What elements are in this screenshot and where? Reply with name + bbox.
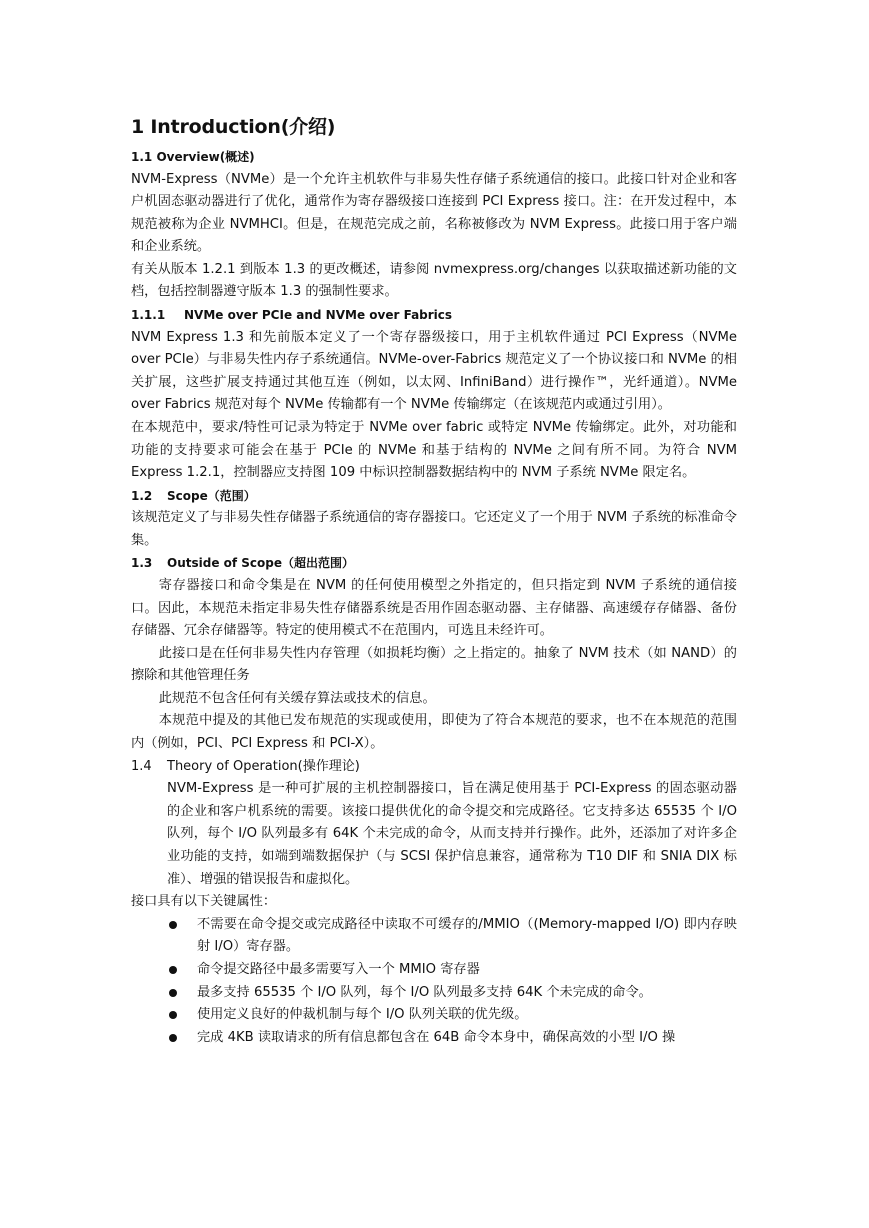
attribute-list: [131, 914, 737, 1050]
section-title: Overview(概述): [156, 150, 255, 164]
section-number: 1.3: [131, 556, 153, 571]
bullet-icon: [169, 966, 177, 974]
section-heading-1-2: [131, 485, 737, 508]
chapter-heading: 1 Introduction(介绍): [131, 116, 336, 138]
paragraph-outside-scope-2: 此接口是在任何非易失性内存管理（如损耗均衡）之上指定的。抽象了 NVM 技术（如 NAND）的擦除和其他管理任务: [131, 645, 737, 684]
list-item-text: 命令提交路径中最多需要写入一个 MMIO 寄存器: [197, 961, 480, 977]
section-heading-1-4: [131, 756, 737, 779]
paragraph-outside-scope-4: 本规范中提及的其他已发布规范的实现或使用，即使为了符合本规范的要求，也不在本规范的范围内（例如，PCI、PCI Express 和 PCI-X）。: [131, 713, 737, 752]
section-heading-1-1: [131, 146, 737, 169]
list-item: [131, 959, 737, 982]
list-item: [131, 982, 737, 1005]
paragraph-theory: NVM-Express 是一种可扩展的主机控制器接口，旨在满足使用基于 PCI-Express 的固态驱动器的企业和客户机系统的需要。该接口提供优化的命令提交和完成路径。它支持多达 65535 个 I/O 队列，每个 I/O 队列最多有 64K 个未完成的命令，从而支持并行操作。此外，还添加了对许多企业功能的支持，如端到端数据保护（与 SCSI 保护信息兼容，通常称为 T10 DIF 和 SNIA DIX 标准）、增强的错误报告和虚拟化。: [167, 781, 737, 887]
paragraph-outside-scope-1: 寄存器接口和命令集是在 NVM 的任何使用模型之外指定的，但只指定到 NVM 子系统的通信接口。因此，本规范未指定非易失性存储器系统是否用作固态驱动器、主存储器、高速缓存存储器、备份存储器、冗余存储器等。特定的使用模式不在范围内，可选且未经许可。: [131, 577, 737, 639]
bullet-icon: [169, 921, 177, 929]
list-item: [131, 914, 737, 959]
paragraph-changes: 有关从版本 1.2.1 到版本 1.3 的更改概述，请参阅 nvmexpress.org/changes 以获取描述新功能的文档，包括控制器遵守版本 1.3 的强制性要求。: [131, 261, 737, 300]
paragraph-key-attributes: 接口具有以下关键属性：: [131, 894, 277, 910]
section-number: 1.2: [131, 488, 153, 503]
section-title: NVMe over PCIe and NVMe over Fabrics: [184, 308, 453, 323]
paragraph-nvme-over-fabrics: NVM Express 1.3 和先前版本定义了一个寄存器级接口，用于主机软件通过 PCI Express（NVMe over PCIe）与非易失性内存子系统通信。NVMe-over-Fabrics 规范定义了一个协议接口和 NVMe 的相关扩展，这些扩展支持通过其他互连（例如，以太网、InfiniBand）进行操作™，光纤通道）。NVMe over Fabrics 规范对每个 NVMe 传输都有一个 NVMe 传输绑定（在该规范内或通过引用）。: [131, 329, 737, 413]
bullet-icon: [169, 1034, 177, 1042]
list-item-text: 最多支持 65535 个 I/O 队列，每个 I/O 队列最多支持 64K 个未完成的命令。: [197, 984, 652, 1000]
document-page: [131, 112, 737, 1049]
list-item-text: 使用定义良好的仲裁机制与每个 I/O 队列关联的优先级。: [197, 1007, 528, 1023]
list-item: [131, 1027, 737, 1050]
bullet-icon: [169, 1011, 177, 1019]
section-title: Outside of Scope（超出范围）: [167, 556, 355, 571]
paragraph-outside-scope-3: 此规范不包含任何有关缓存算法或技术的信息。: [158, 690, 436, 706]
bullet-icon: [169, 989, 177, 997]
list-item-text: 不需要在命令提交或完成路径中读取不可缓存的/MMIO（(Memory-mapped I/O) 即内存映射 I/O）寄存器。: [197, 916, 737, 955]
list-item-text: 完成 4KB 读取请求的所有信息都包含在 64B 命令本身中，确保高效的小型 I/O 操: [197, 1029, 676, 1045]
section-number: 1.1: [131, 150, 153, 164]
section-title: Theory of Operation(操作理论): [167, 758, 360, 774]
section-heading-1-1-1: [131, 304, 737, 327]
list-item: [131, 1004, 737, 1027]
paragraph-overview: NVM-Express（NVMe）是一个允许主机软件与非易失性存储子系统通信的接口。此接口针对企业和客户机固态驱动器进行了优化，通常作为寄存器级接口连接到 PCI Express 接口。注：在开发过程中，本规范被称为企业 NVMHCI。但是，在规范完成之前，名称被修改为 NVM Express。此接口用于客户端和企业系统。: [131, 171, 737, 255]
paragraph-requirements: 在本规范中，要求/特性可记录为特定于 NVMe over fabric 或特定 NVMe 传输绑定。此外，对功能和功能的支持要求可能会在基于 PCIe 的 NVMe 和基于结构的 NVMe 之间有所不同。为符合 NVM Express 1.2.1，控制器应支持图 109 中标识控制器数据结构中的 NVM 子系统 NVMe 限定名。: [131, 419, 737, 481]
section-title: Scope（范围）: [167, 488, 256, 503]
section-number: 1.1.1: [131, 308, 166, 323]
section-number: 1.4: [131, 758, 152, 774]
paragraph-scope: 该规范定义了与非易失性存储器子系统通信的寄存器接口。它还定义了一个用于 NVM 子系统的标准命令集。: [131, 510, 737, 548]
section-heading-1-3: [131, 552, 737, 575]
